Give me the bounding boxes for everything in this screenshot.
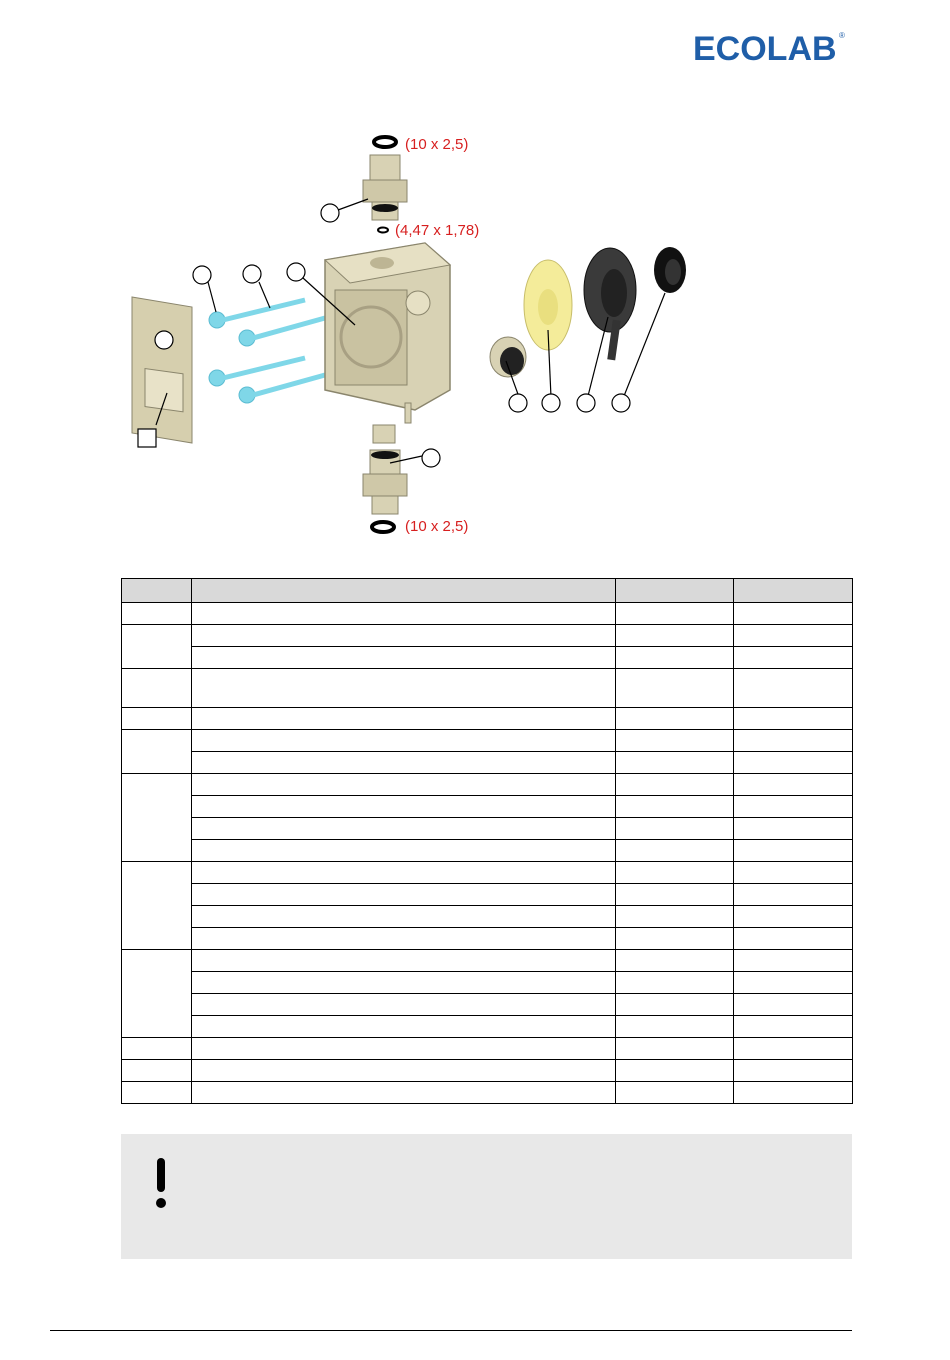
- parts-table: [121, 578, 853, 1104]
- logo-text: ECOLAB: [693, 30, 837, 65]
- exploded-view-drawing: [120, 125, 720, 550]
- dim-label-top: (10 x 2,5): [405, 136, 469, 153]
- table-row: [122, 906, 853, 928]
- table-row: [122, 647, 853, 669]
- trademark-symbol: ®: [839, 31, 845, 40]
- table-row: [122, 1082, 853, 1104]
- lower-fitting: [363, 425, 407, 532]
- table-row: [122, 928, 853, 950]
- table-row: [122, 950, 853, 972]
- pump-housing: [325, 243, 450, 423]
- table-row: [122, 669, 853, 708]
- upper-fitting: [363, 137, 407, 233]
- table-row: [122, 796, 853, 818]
- table-row: [122, 862, 853, 884]
- dim-label-bottom: (10 x 2,5): [405, 518, 469, 535]
- table-row: [122, 752, 853, 774]
- table-header-row: [122, 579, 853, 603]
- table-row: [122, 884, 853, 906]
- table-row: [122, 994, 853, 1016]
- table-header-cell: [734, 579, 853, 603]
- exclamation-icon: [151, 1156, 171, 1210]
- table-row: [122, 730, 853, 752]
- note-box: [121, 1134, 852, 1259]
- valve-insert: [490, 337, 526, 377]
- table-row: [122, 774, 853, 796]
- bolts: [209, 300, 325, 403]
- footer-divider: [50, 1330, 852, 1331]
- table-header-cell: [192, 579, 616, 603]
- ecolab-logo: [693, 29, 845, 65]
- cover-plate: [132, 297, 192, 443]
- table-row: [122, 1016, 853, 1038]
- table-row: [122, 603, 853, 625]
- dim-label-middle: (4,47 x 1,78): [395, 222, 480, 239]
- table-header-cell: [122, 579, 192, 603]
- seal-ring: [654, 247, 686, 293]
- table-row: [122, 708, 853, 730]
- backing-ring: [584, 248, 636, 360]
- table-header-cell: [616, 579, 734, 603]
- table-row: [122, 818, 853, 840]
- table-row: [122, 1038, 853, 1060]
- table-row: [122, 1060, 853, 1082]
- table-row: [122, 972, 853, 994]
- table-row: [122, 625, 853, 647]
- table-row: [122, 840, 853, 862]
